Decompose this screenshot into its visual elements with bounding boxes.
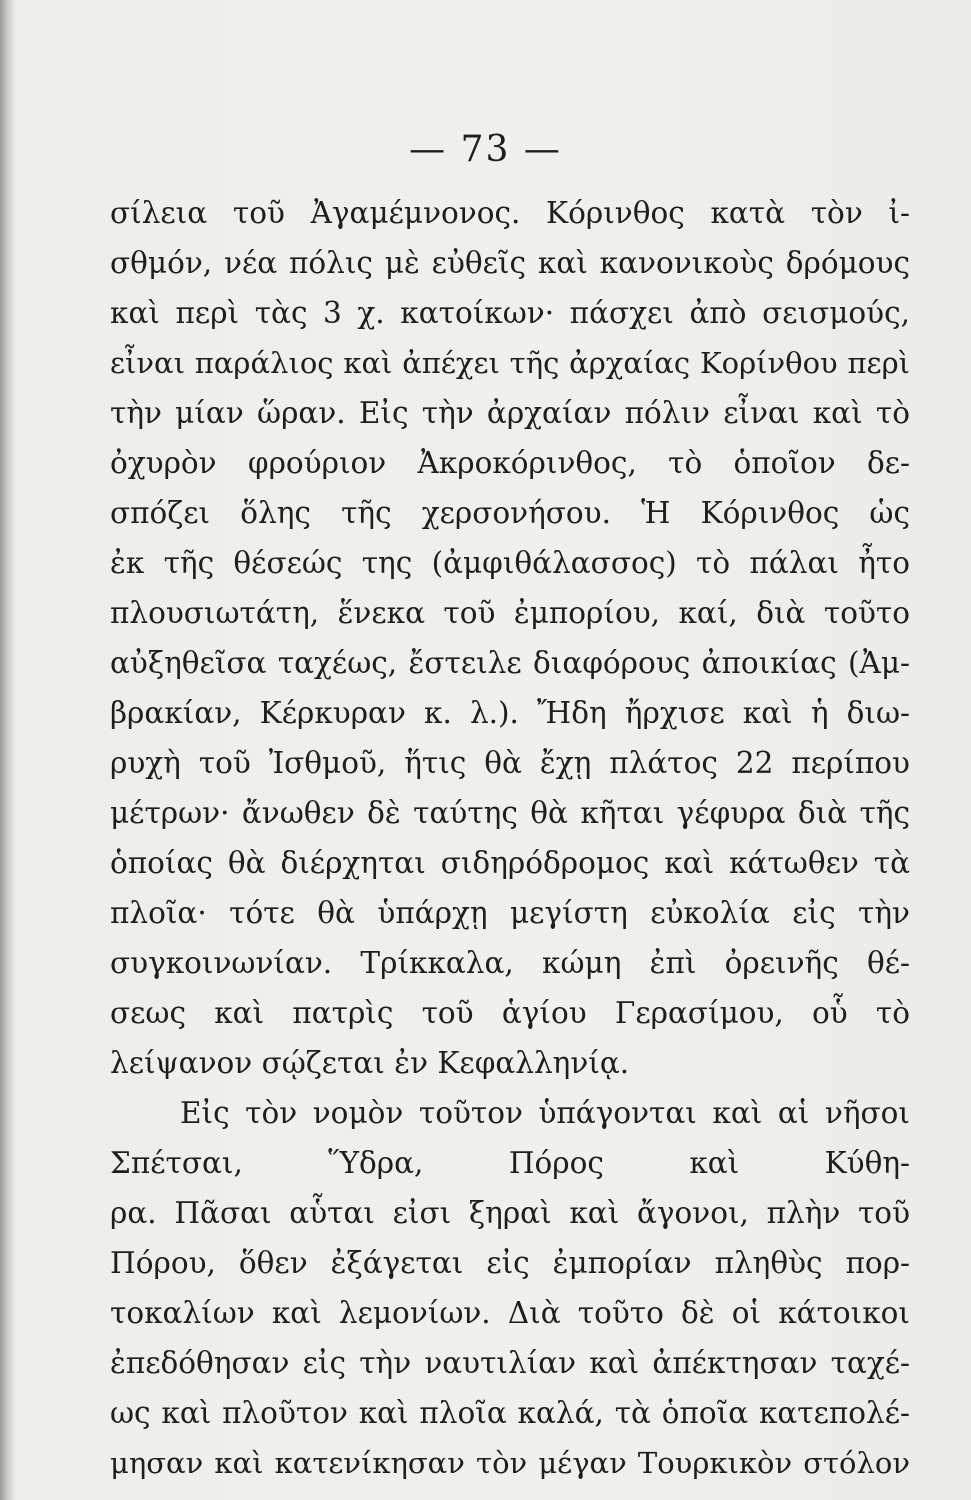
- text-line-7: σπόζει ὅλης τῆς χερσονήσου. Ἡ Κόρινθος ὡς: [110, 496, 910, 530]
- text-line-2: σθμόν, νέα πόλις μὲ εὐθεῖς καὶ κανονικοὺς δρόμους: [110, 246, 910, 280]
- text-line-3: καὶ περὶ τὰς 3 χ. κατοίκων· πάσχει ἀπὸ σεισμούς,: [110, 296, 910, 330]
- text-line-23: τοκαλίων καὶ λεμονίων. Διὰ τοῦτο δὲ οἱ κάτοικοι: [110, 1296, 910, 1330]
- text-line-10: αὐξηθεῖσα ταχέως, ἔστειλε διαφόρους ἀποικίας (Ἀμ-: [110, 646, 910, 680]
- text-line-26: μησαν καὶ κατενίκησαν τὸν μέγαν Τουρκικὸν στόλον: [110, 1446, 910, 1480]
- text-line-15: πλοῖα· τότε θὰ ὑπάρχῃ μεγίστη εὐκολία εἰς τὴν: [110, 896, 910, 930]
- text-line-25: ως καὶ πλοῦτον καὶ πλοῖα καλά, τὰ ὁποῖα κατεπολέ-: [110, 1396, 910, 1430]
- text-line-14: ὁποίας θὰ διέρχηται σιδηρόδρομος καὶ κάτωθεν τὰ: [110, 846, 910, 880]
- text-line-17: σεως καὶ πατρὶς τοῦ ἁγίου Γερασίμου, οὗ τὸ: [110, 996, 910, 1030]
- text-line-11: βρακίαν, Κέρκυραν κ. λ.). Ἤδη ἤρχισε καὶ ἡ διω-: [110, 696, 910, 730]
- page-binding-shadow: [0, 0, 14, 1500]
- text-line-16: συγκοινωνίαν. Τρίκκαλα, κώμη ἐπὶ ὀρεινῆς θέ-: [110, 946, 910, 980]
- text-line-6: ὀχυρὸν φρούριον Ἀκροκόρινθος, τὸ ὁποῖον δε-: [110, 446, 910, 480]
- text-line-19: Εἰς τὸν νομὸν τοῦτον ὑπάγονται καὶ αἱ νῆσοι: [180, 1096, 910, 1130]
- text-line-24: ἐπεδόθησαν εἰς τὴν ναυτιλίαν καὶ ἀπέκτησαν ταχέ-: [110, 1346, 910, 1380]
- page-number: — 73 —: [409, 129, 562, 170]
- text-line-9: πλουσιωτάτη, ἕνεκα τοῦ ἐμπορίου, καί, διὰ τοῦτο: [110, 596, 910, 630]
- text-line-13: μέτρων· ἄνωθεν δὲ ταύτης θὰ κῆται γέφυρα διὰ τῆς: [110, 796, 910, 830]
- text-line-20: Σπέτσαι, Ὕδρα, Πόρος καὶ Κύθη-: [110, 1146, 910, 1180]
- text-line-8: ἐκ τῆς θέσεώς της (ἀμφιθάλασσος) τὸ πάλαι ἦτο: [110, 546, 910, 580]
- text-line-1: σίλεια τοῦ Ἀγαμέμνονος. Κόρινθος κατὰ τὸν ἰ-: [110, 196, 910, 230]
- body-text: [110, 188, 910, 1488]
- text-line-18: λείψανον σῴζεται ἐν Κεφαλληνίᾳ.: [110, 1046, 630, 1080]
- text-line-21: ρα. Πᾶσαι αὗται εἰσι ξηραὶ καὶ ἄγονοι, πλὴν τοῦ: [110, 1196, 910, 1230]
- text-line-5: τὴν μίαν ὥραν. Εἰς τὴν ἀρχαίαν πόλιν εἶναι καὶ τὸ: [110, 396, 910, 430]
- text-line-22: Πόρου, ὅθεν ἐξάγεται εἰς ἐμπορίαν πληθὺς πορ-: [110, 1246, 910, 1280]
- text-line-4: εἶναι παράλιος καὶ ἀπέχει τῆς ἀρχαίας Κορίνθου περὶ: [110, 346, 910, 380]
- text-line-12: ρυχὴ τοῦ Ἰσθμοῦ, ἥτις θὰ ἔχῃ πλάτος 22 περίπου: [110, 746, 910, 780]
